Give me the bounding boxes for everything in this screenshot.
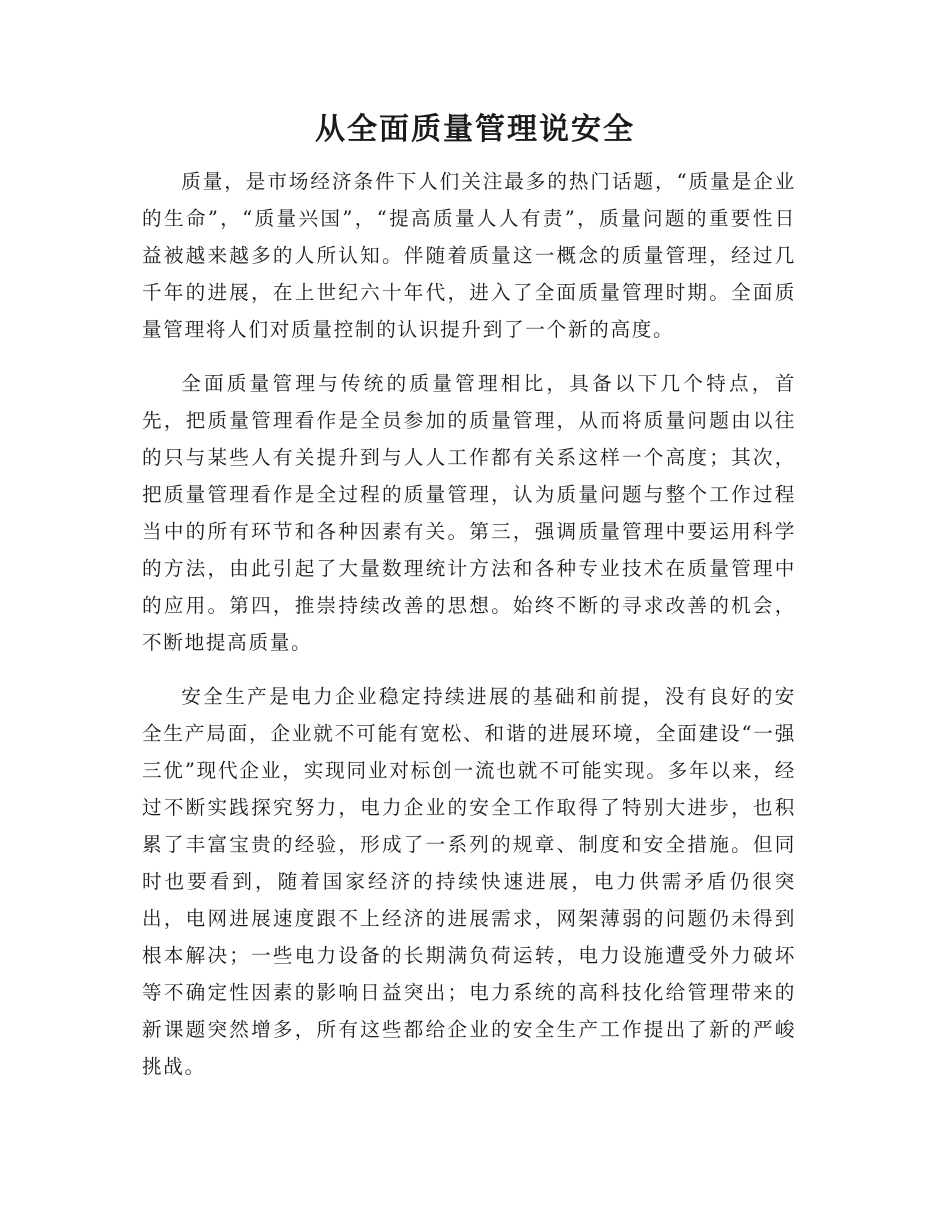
paragraph-quality-intro: 质量，是市场经济条件下人们关注最多的热门话题，“质量是企业的生命”，“质量兴国”，“提高质量人人有责”，质量问题的重要性日益被越来越多的人所认知。伴随着质量这一概念的质量管理，经过几千年的进展，在上世纪六十年代，进入了全面质量管理时期。全面质量管理将人们对质量控制的认识提升到了一个新的高度。 xyxy=(142,170,796,341)
document-title: 从全面质量管理说安全 xyxy=(315,112,635,147)
paragraph-tqm-features: 全面质量管理与传统的质量管理相比，具备以下几个特点，首先，把质量管理看作是全员参加的质量管理，从而将质量问题由以往的只与某些人有关提升到与人人工作都有关系这样一个高度；其次，把质量管理看作是全过程的质量管理，认为质量问题与整个工作过程当中的所有环节和各种因素有关。第三，强调质量管理中要运用科学的方法，由此引起了大量数理统计方法和各种专业技术在质量管理中的应用。第四，推崇持续改善的思想。始终不断的寻求改善的机会，不断地提高质量。 xyxy=(142,372,796,654)
paragraph-power-safety: 安全生产是电力企业稳定持续进展的基础和前提，没有良好的安全生产局面，企业就不可能有宽松、和谐的进展环境，全面建设“一强三优”现代企业，实现同业对标创一流也就不可能实现。多年以来，经过不断实践探究努力，电力企业的安全工作取得了特别大进步，也积累了丰富宝贵的经验，形成了一系列的规章、制度和安全措施。但同时也要看到，随着国家经济的持续快速进展，电力供需矛盾仍很突出，电网进展速度跟不上经济的进展需求，网架薄弱的问题仍未得到根本解决；一些电力设备的长期满负荷运转，电力设施遭受外力破坏等不确定性因素的影响日益突出；电力系统的高科技化给管理带来的新课题突然增多，所有这些都给企业的安全生产工作提出了新的严峻挑战。 xyxy=(142,685,796,1078)
